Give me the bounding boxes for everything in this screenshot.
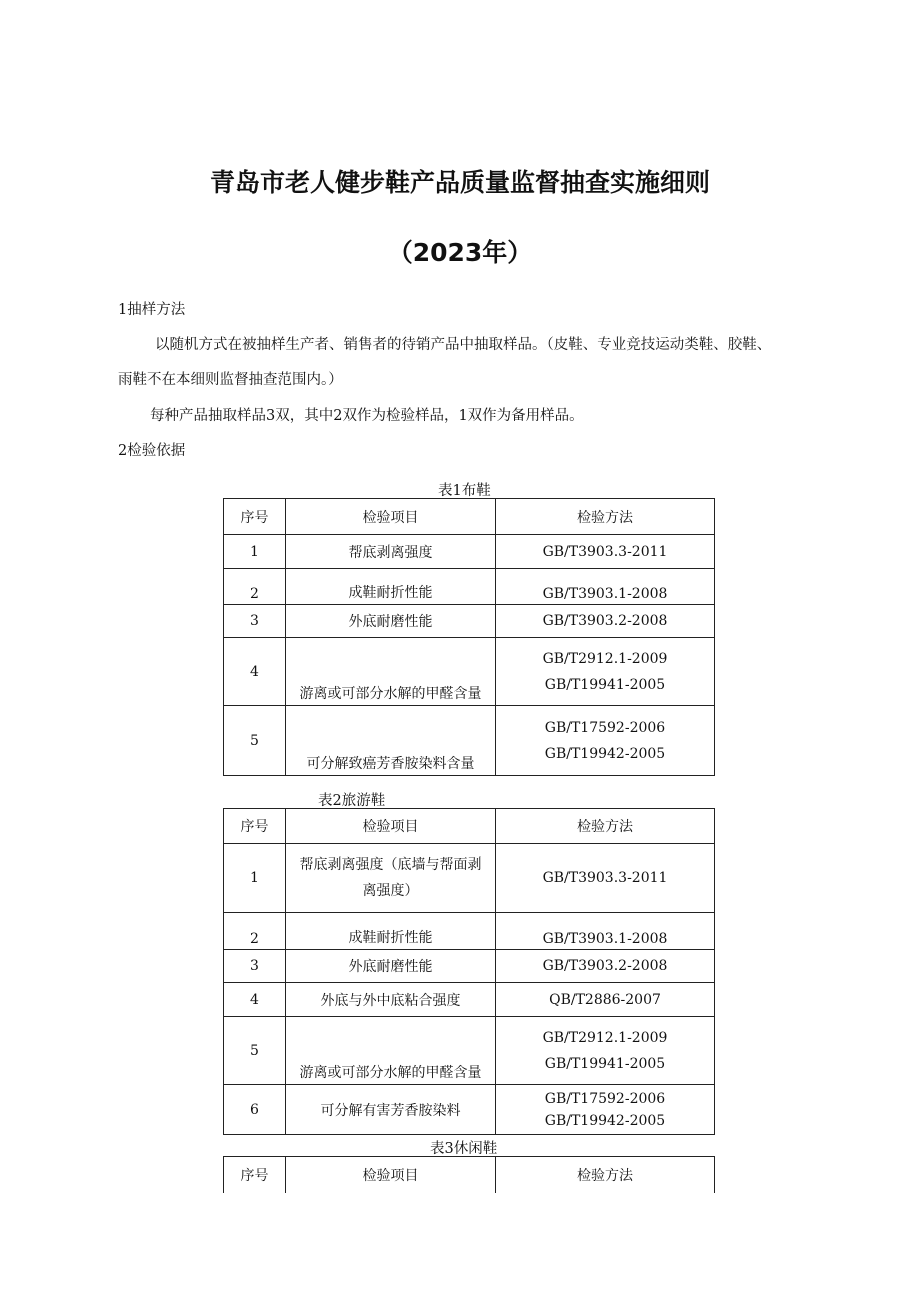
row-item: 帮底剥离强度 — [286, 535, 496, 569]
table-1-caption: 表1布鞋 — [438, 483, 491, 499]
row-no: 2 — [224, 913, 286, 950]
section-1-heading: 1抽样方法 — [118, 302, 186, 318]
table-3 — [223, 1156, 715, 1193]
table-row — [224, 706, 715, 776]
row-item: 可分解有害芳香胺染料 — [286, 1085, 496, 1135]
table-row — [224, 605, 715, 638]
row-no: 3 — [224, 950, 286, 983]
row-item: 成鞋耐折性能 — [286, 569, 496, 605]
row-item: 游离或可部分水解的甲醛含量 — [286, 638, 496, 706]
row-item — [286, 844, 496, 913]
row-method: GB/T17592-2006 — [544, 719, 666, 736]
header-no: 序号 — [224, 809, 286, 844]
row-methods — [496, 638, 715, 706]
row-method: GB/T2912.1-2009 — [542, 1029, 668, 1046]
table-row — [224, 913, 715, 950]
header-item: 检验项目 — [286, 499, 496, 535]
section-1-paragraph-1-line-1: 以随机方式在被抽样生产者、销售者的待销产品中抽取样品。（皮鞋、专业竞技运动类鞋、胶鞋、 — [155, 337, 772, 353]
table-2-caption: 表2旅游鞋 — [318, 793, 386, 809]
table-row — [224, 983, 715, 1017]
row-no: 4 — [224, 638, 286, 706]
row-method: QB/T2886-2007 — [496, 983, 715, 1017]
table-3-caption: 表3休闲鞋 — [430, 1141, 498, 1157]
row-no: 1 — [224, 535, 286, 569]
header-method: 检验方法 — [496, 1157, 715, 1193]
section-2-heading: 2检验依据 — [118, 443, 186, 459]
row-no: 3 — [224, 605, 286, 638]
table-3-header-row — [224, 1157, 715, 1193]
header-no: 序号 — [224, 499, 286, 535]
row-method: GB/T2912.1-2009 — [542, 650, 668, 667]
row-no: 5 — [224, 1017, 286, 1085]
row-methods — [496, 706, 715, 776]
row-method: GB/T19942-2005 — [544, 745, 666, 762]
table-2-header-row — [224, 809, 715, 844]
row-item: 成鞋耐折性能 — [286, 913, 496, 950]
row-method: GB/T19941-2005 — [544, 676, 666, 693]
header-item: 检验项目 — [286, 1157, 496, 1193]
row-item: 外底与外中底粘合强度 — [286, 983, 496, 1017]
table-1 — [223, 498, 715, 776]
row-methods — [496, 1017, 715, 1085]
row-no: 4 — [224, 983, 286, 1017]
table-row — [224, 844, 715, 913]
row-no: 2 — [224, 569, 286, 605]
header-item: 检验项目 — [286, 809, 496, 844]
table-row — [224, 638, 715, 706]
row-item: 可分解致癌芳香胺染料含量 — [286, 706, 496, 776]
row-method: GB/T3903.1-2008 — [496, 913, 715, 950]
row-method: GB/T19942-2005 — [544, 1112, 666, 1129]
header-method: 检验方法 — [496, 809, 715, 844]
row-method: GB/T17592-2006 — [544, 1090, 666, 1107]
row-method: GB/T3903.2-2008 — [496, 950, 715, 983]
row-item: 游离或可部分水解的甲醛含量 — [286, 1017, 496, 1085]
section-1-paragraph-2: 每种产品抽取样品3双，其中2双作为检验样品，1双作为备用样品。 — [150, 408, 584, 424]
table-1-header-row — [224, 499, 715, 535]
row-method: GB/T3903.3-2011 — [496, 844, 715, 913]
row-methods — [496, 1085, 715, 1135]
table-2 — [223, 808, 715, 1135]
table-row — [224, 950, 715, 983]
section-1-paragraph-1-line-2: 雨鞋不在本细则监督抽查范围内。） — [118, 372, 343, 388]
table-row — [224, 1085, 715, 1135]
row-no: 5 — [224, 706, 286, 776]
document-title: 青岛市老人健步鞋产品质量监督抽查实施细则 — [209, 168, 710, 197]
header-method: 检验方法 — [496, 499, 715, 535]
row-no: 6 — [224, 1085, 286, 1135]
table-row — [224, 1017, 715, 1085]
row-method: GB/T3903.2-2008 — [496, 605, 715, 638]
row-no: 1 — [224, 844, 286, 913]
row-method: GB/T3903.1-2008 — [496, 569, 715, 605]
document-year: （2023年） — [387, 238, 533, 267]
row-method: GB/T3903.3-2011 — [496, 535, 715, 569]
table-row — [224, 535, 715, 569]
row-item: 外底耐磨性能 — [286, 605, 496, 638]
header-no: 序号 — [224, 1157, 286, 1193]
row-method: GB/T19941-2005 — [544, 1055, 666, 1072]
table-row — [224, 569, 715, 605]
row-item: 外底耐磨性能 — [286, 950, 496, 983]
row-item-line: 离强度） — [362, 883, 419, 899]
row-item-line: 帮底剥离强度（底墙与帮面剥 — [299, 857, 482, 873]
